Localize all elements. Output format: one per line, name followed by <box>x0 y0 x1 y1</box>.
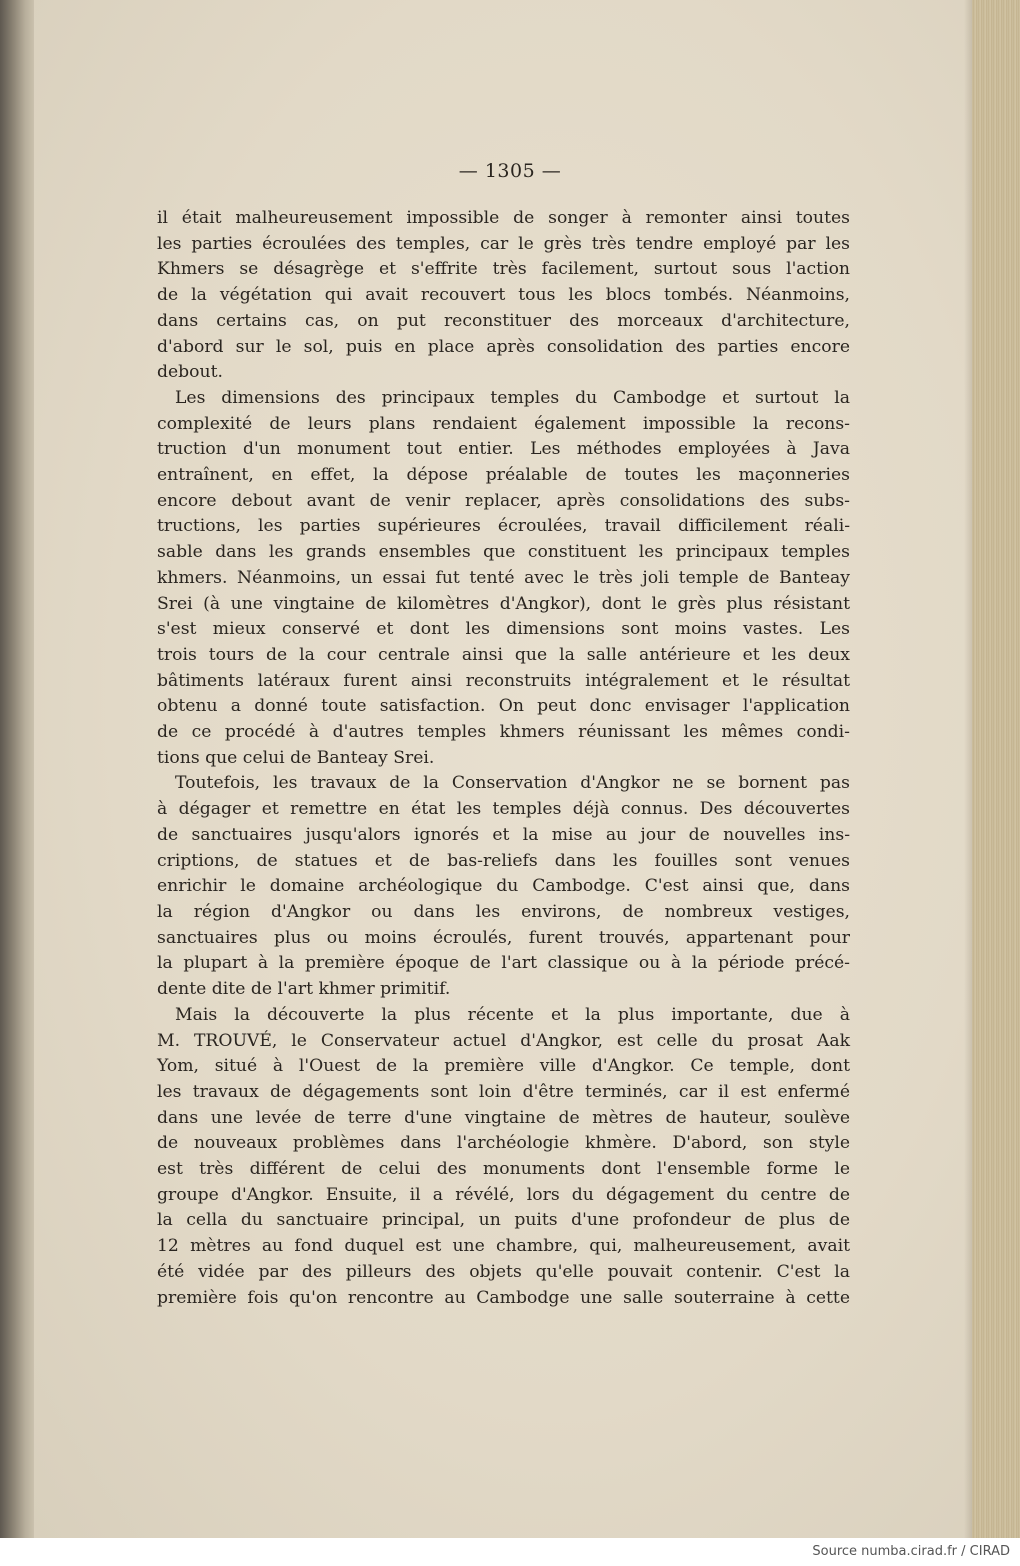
text-line: dans certains cas, on put reconstituer des morceaux d'architecture, <box>157 310 850 331</box>
book-binding <box>0 0 36 1538</box>
body-text <box>157 206 850 1311</box>
text-line: Mais la découverte la plus récente et la plus importante, due à <box>175 1004 850 1025</box>
text-line: Khmers se désagrège et s'effrite très facilement, surtout sous l'action <box>157 259 850 280</box>
text-line: est très différent de celui des monuments dont l'ensemble forme le <box>157 1159 850 1180</box>
text-line: tructions, les parties supérieures écroulées, travail difficilement réali- <box>157 516 850 537</box>
text-line: enrichir le domaine archéologique du Cambodge. C'est ainsi que, dans <box>157 876 850 897</box>
text-line: été vidée par des pilleurs des objets qu'elle pouvait contenir. C'est la <box>157 1261 850 1282</box>
text-line: dente dite de l'art khmer primitif. <box>157 979 451 1000</box>
text-line: obtenu a donné toute satisfaction. On peut donc envisager l'application <box>157 696 850 717</box>
text-line: de sanctuaires jusqu'alors ignorés et la mise au jour de nouvelles ins- <box>157 824 850 845</box>
text-line: 12 mètres au fond duquel est une chambre, qui, malheureusement, avait <box>157 1236 850 1257</box>
text-line: groupe d'Angkor. Ensuite, il a révélé, lors du dégagement du centre de <box>157 1184 850 1205</box>
text-line: les travaux de dégagements sont loin d'être terminés, car il est enfermé <box>157 1081 850 1102</box>
text-line: bâtiments latéraux furent ainsi reconstruits intégralement et le résultat <box>157 670 850 691</box>
text-line: sable dans les grands ensembles que constituent les principaux temples <box>157 542 850 563</box>
text-line: de nouveaux problèmes dans l'archéologie khmère. D'abord, son style <box>157 1133 850 1154</box>
text-line: de ce procédé à d'autres temples khmers réunissant les mêmes condi- <box>157 722 850 743</box>
text-line: debout. <box>157 362 223 383</box>
text-line: s'est mieux conservé et dont les dimensions sont moins vastes. Les <box>157 619 850 640</box>
text-line: il était malheureusement impossible de songer à remonter ainsi toutes <box>157 208 850 228</box>
text-line: Les dimensions des principaux temples du Cambodge et surtout la <box>175 387 850 408</box>
text-line: trois tours de la cour centrale ainsi que la salle antérieure et les deux <box>157 644 850 665</box>
page-number: — 1305 — <box>458 160 562 182</box>
text-line: complexité de leurs plans rendaient également impossible la recons- <box>157 413 850 434</box>
text-line: première fois qu'on rencontre au Cambodge une salle souterraine à cette <box>157 1287 850 1308</box>
text-line: la région d'Angkor ou dans les environs, de nombreux vestiges, <box>157 901 850 922</box>
text-line: de la végétation qui avait recouvert tous les blocs tombés. Néanmoins, <box>157 285 850 306</box>
text-line: à dégager et remettre en état les temples déjà connus. Des découvertes <box>157 799 850 820</box>
text-line: khmers. Néanmoins, un essai fut tenté avec le très joli temple de Banteay <box>157 567 850 588</box>
text-line: entraînent, en effet, la dépose préalable de toutes les maçonneries <box>157 465 850 486</box>
text-line: M. TROUVÉ, le Conservateur actuel d'Angkor, est celle du prosat Aak <box>157 1030 850 1051</box>
book-fore-edge <box>972 0 1020 1538</box>
text-line: tions que celui de Banteay Srei. <box>157 747 435 768</box>
text-line: dans une levée de terre d'une vingtaine de mètres de hauteur, soulève <box>157 1107 850 1128</box>
text-line: la plupart à la première époque de l'art classique ou à la période précé- <box>157 953 850 974</box>
text-line: les parties écroulées des temples, car le grès très tendre employé par les <box>157 233 850 254</box>
text-line: Yom, situé à l'Ouest de la première ville d'Angkor. Ce temple, dont <box>157 1056 850 1077</box>
text-line: sanctuaires plus ou moins écroulés, furent trouvés, appartenant pour <box>157 927 850 948</box>
text-line: encore debout avant de venir replacer, après consolidations des subs- <box>157 490 850 511</box>
text-line: Toutefois, les travaux de la Conservation d'Angkor ne se bornent pas <box>175 773 850 794</box>
text-line: la cella du sanctuaire principal, un puits d'une profondeur de plus de <box>157 1210 850 1231</box>
text-line: Srei (à une vingtaine de kilomètres d'Angkor), dont le grès plus résistant <box>157 593 850 614</box>
text-line: criptions, de statues et de bas-reliefs dans les fouilles sont venues <box>157 850 850 871</box>
text-line: truction d'un monument tout entier. Les méthodes employées à Java <box>157 439 850 460</box>
source-credit: Source numba.cirad.fr / CIRAD <box>812 1544 1010 1559</box>
text-line: d'abord sur le sol, puis en place après consolidation des parties encore <box>157 336 850 357</box>
